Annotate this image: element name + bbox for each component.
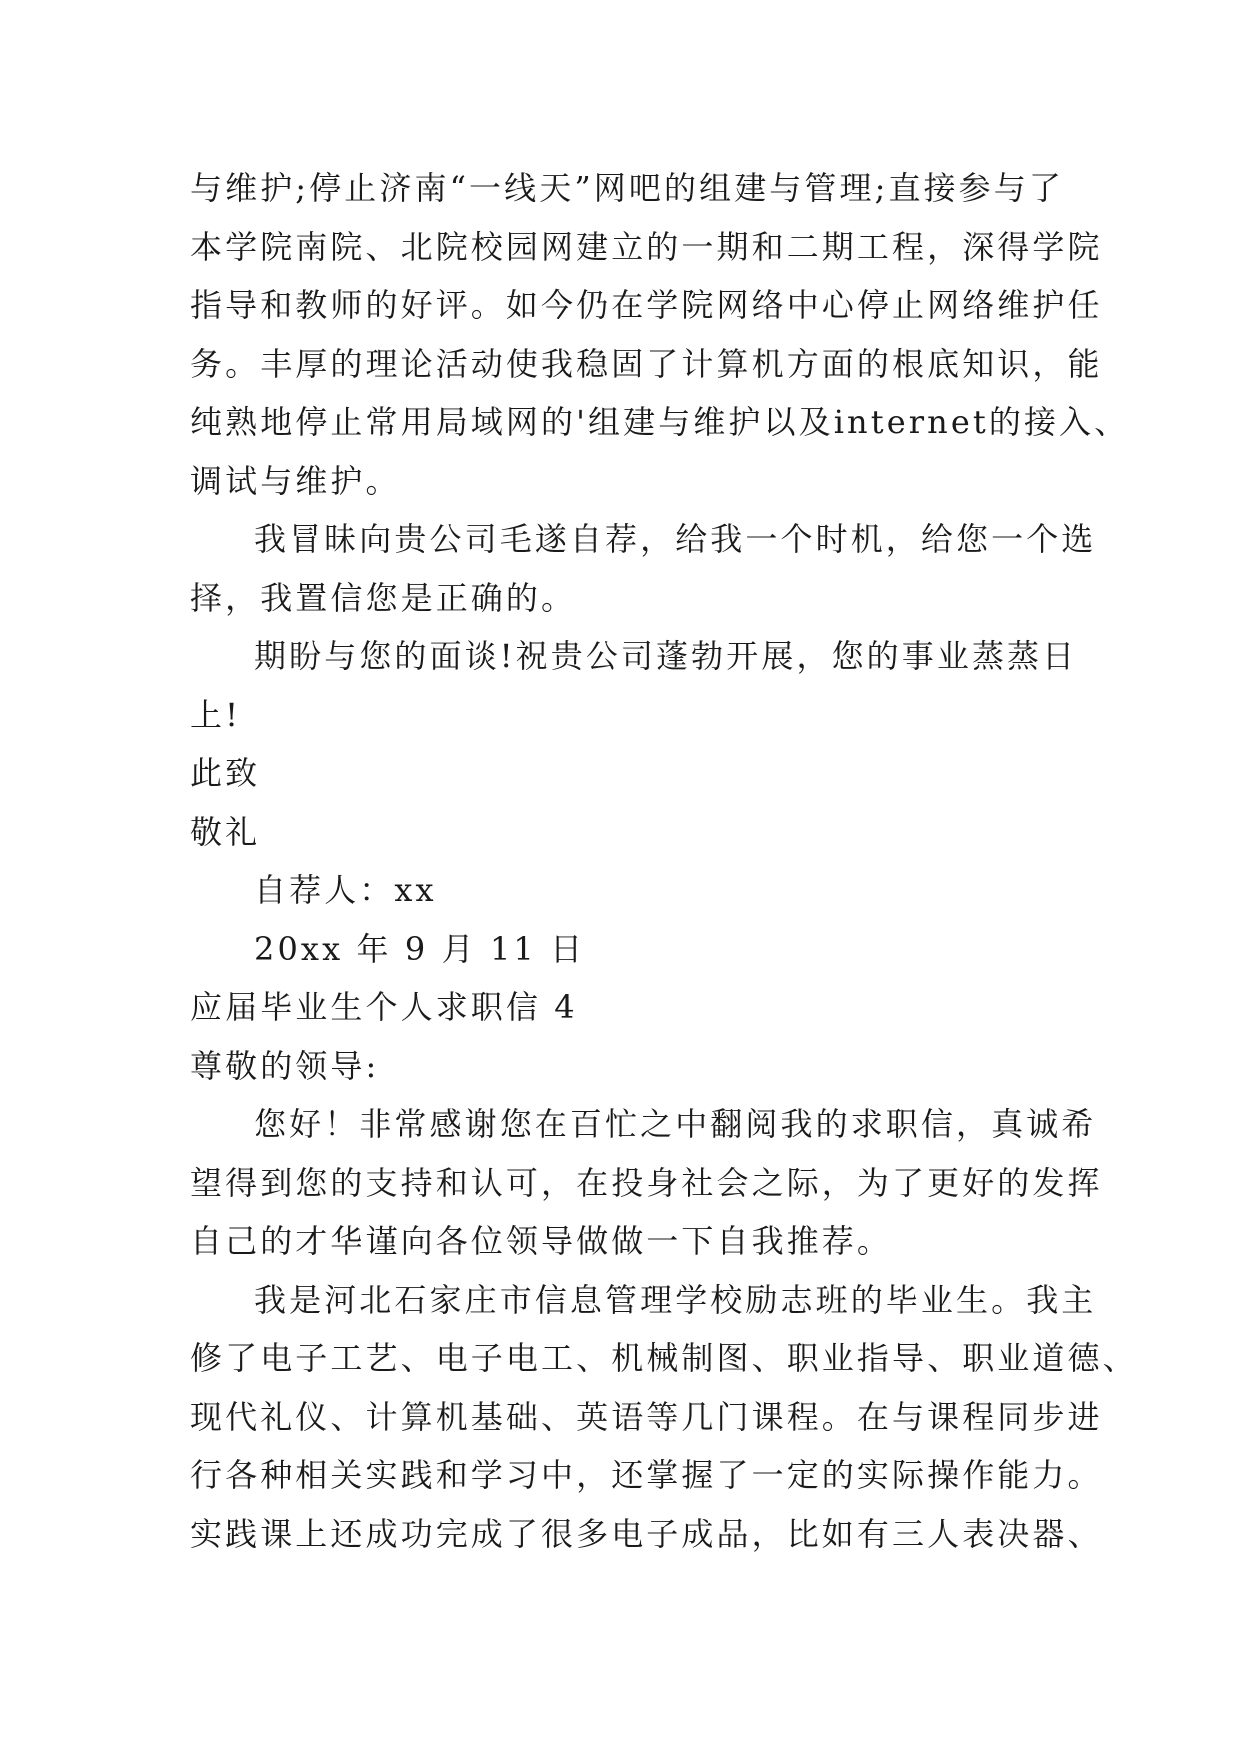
text-line: 自己的才华谨向各位领导做做一下自我推荐。: [190, 1222, 893, 1260]
text-line: 现代礼仪、计算机基础、英语等几门课程。在与课程同步进: [190, 1397, 1103, 1436]
paragraph-start-line: 我冒昧向贵公司毛遂自荐，给我一个时机，给您一个选: [254, 520, 1097, 558]
text-line: 本学院南院、北院校园网建立的一期和二期工程，深得学院: [190, 227, 1103, 266]
text-line: 上!: [190, 695, 242, 734]
greeting-line: 尊敬的领导:: [190, 1046, 380, 1085]
text-line: 务。丰厚的理论活动使我稳固了计算机方面的根底知识，能: [190, 344, 1103, 383]
date-line: 20xx 年 9 月 11 日: [254, 929, 586, 968]
text-line: 修了电子工艺、电子电工、机械制图、职业指导、职业道德、: [190, 1339, 1138, 1377]
text-line: 望得到您的支持和认可，在投身社会之际，为了更好的发挥: [190, 1163, 1103, 1202]
text-line: 指导和教师的好评。如今仍在学院网络中心停止网络维护任: [190, 286, 1103, 324]
text-line: 调试与维护。: [190, 461, 401, 500]
document-body: [190, 159, 1138, 1563]
text-line: 择，我置信您是正确的。: [190, 578, 577, 617]
closing-salutation: 此致: [190, 754, 261, 792]
text-line: 实践课上还成功完成了很多电子成品，比如有三人表决器、: [190, 1514, 1103, 1553]
closing-regards: 敬礼: [190, 812, 261, 851]
paragraph-start-line: 期盼与您的面谈!祝贵公司蓬勃开展，您的事业蒸蒸日: [254, 637, 1078, 675]
paragraph-start-line: 我是河北石家庄市信息管理学校励志班的毕业生。我主: [254, 1280, 1097, 1319]
text-line: 纯熟地停止常用局域网的'组建与维护以及internet的接入、: [190, 403, 1130, 441]
signature-line: 自荐人：xx: [254, 871, 437, 909]
text-line: 行各种相关实践和学习中，还掌握了一定的实际操作能力。: [190, 1456, 1103, 1494]
paragraph-start-line: 您好！非常感谢您在百忙之中翻阅我的求职信，真诚希: [254, 1105, 1097, 1143]
text-line: 与维护;停止济南“一线天”网吧的组建与管理;直接参与了: [190, 169, 1064, 207]
section-title: 应届毕业生个人求职信 4: [190, 988, 578, 1026]
